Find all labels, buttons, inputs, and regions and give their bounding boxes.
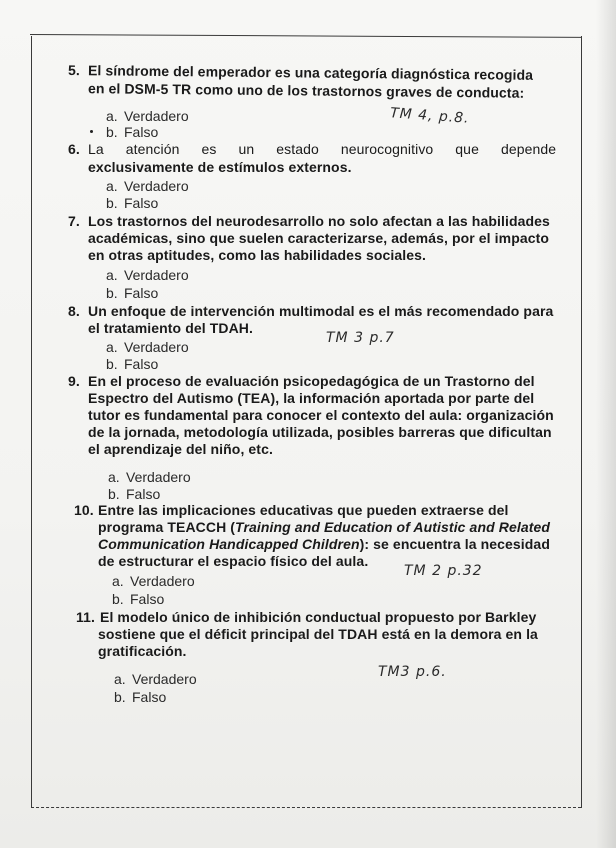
option-b[interactable] [106,285,158,302]
option-b[interactable] [106,356,158,373]
question-text-line: programa TEACCH ( [98,519,236,535]
question-number: 9. [68,373,80,389]
question-text-line: ): se encuentra la necesidad [359,536,550,552]
option-letter: a. [106,178,118,194]
question-text-line: El modelo único de inhibición conductual propuesto por Barkley [100,609,537,625]
option-text: Verdadero [124,267,189,283]
page-border-bottom [31,807,581,808]
option-text: Verdadero [124,339,189,355]
option-b[interactable] [112,591,164,608]
question-5 [67,62,554,101]
question-text-line: en el DSM-5 TR como uno de los trastornos graves de conducta: [87,80,525,101]
option-letter: a. [108,469,120,485]
option-letter: b. [106,124,118,140]
question-text-line: de estructurar el espacio físico del aula. [98,553,369,569]
question-number: 6. [68,141,80,157]
scan-shadow [596,0,616,848]
page-border-top [30,34,582,38]
option-text: Falso [124,285,159,301]
question-text-line: Un enfoque de intervención multimodal es el más recomendado para [88,303,554,319]
option-text: Falso [124,124,159,140]
question-number: 5. [67,62,80,79]
program-name-italic: Training and Education of Autistic and Related [235,519,551,535]
question-9 [68,373,554,458]
option-letter: a. [106,108,118,124]
option-letter: b. [114,689,126,705]
question-text-line: tutor es fundamental para conocer el contexto del aula: organización [88,407,554,423]
question-text-line: La atención es un estado neurocognitivo que depende [88,141,557,157]
question-text-line: en otras aptitudes, como las habilidades sociales. [88,247,426,263]
option-b[interactable] [106,124,158,141]
handwritten-note-q8: TM 3 p.7 [326,330,395,346]
option-letter: a. [114,671,126,687]
handwritten-note-q5: TM 4, p.8. [389,105,471,127]
question-7 [68,213,554,264]
question-number: 10. [74,502,94,518]
question-11 [76,609,554,660]
option-b[interactable] [114,689,166,706]
option-letter: b. [106,285,118,301]
question-text-line: gratificación. [98,643,187,659]
handwritten-note-q11: TM3 p.6. [378,664,447,680]
question-text-line: académicas, sino que suelen caracterizarse, además, por el impacto [88,230,550,246]
bullet-mark [90,130,93,133]
program-name-italic: Communication Handicapped Children [98,536,360,552]
option-text: Verdadero [124,108,189,124]
page-border-left [31,36,32,808]
question-text-line: el tratamiento del TDAH. [88,320,253,336]
question-10 [74,502,554,570]
option-text: Falso [130,591,165,607]
question-text-line: exclusivamente de estímulos externos. [88,159,352,175]
option-a[interactable] [106,108,189,125]
question-text-line: Los trastornos del neurodesarrollo no solo afectan a las habilidades [88,213,550,229]
option-text: Falso [124,356,159,372]
question-number: 7. [68,213,80,229]
option-a[interactable] [106,178,189,195]
question-text-line: sostiene que el déficit principal del TDAH está en la demora en la [98,626,538,642]
option-letter: b. [112,591,124,607]
option-letter: b. [106,195,118,211]
question-text-line: de la jornada, metodología utilizada, posibles barreras que dificultan [88,424,552,440]
option-a[interactable] [112,573,195,590]
option-letter: b. [106,356,118,372]
option-a[interactable] [106,339,189,356]
question-text-line: Entre las implicaciones educativas que pueden extraerse del [98,502,509,518]
page-border-right [581,36,582,808]
option-b[interactable] [108,486,160,503]
option-text: Verdadero [132,671,197,687]
option-letter: a. [106,339,118,355]
question-number: 8. [68,303,80,319]
option-a[interactable] [108,469,191,486]
option-letter: b. [108,486,120,502]
option-text: Falso [132,689,167,705]
handwritten-note-q10: TM 2 p.32 [404,563,483,579]
option-text: Verdadero [130,573,195,589]
question-text-line: Espectro del Autismo (TEA), la información aportada por parte del [88,390,535,406]
option-text: Falso [126,486,161,502]
question-text-line: En el proceso de evaluación psicopedagógica de un Trastorno del [88,373,535,389]
question-6 [68,141,557,176]
question-number: 11. [76,609,95,625]
option-a[interactable] [106,267,189,284]
option-text: Verdadero [126,469,191,485]
question-text-line: el aprendizaje del niño, etc. [88,441,273,457]
option-text: Verdadero [124,178,189,194]
option-a[interactable] [114,671,197,688]
option-letter: a. [106,267,118,283]
option-text: Falso [124,195,159,211]
option-b[interactable] [106,195,158,212]
option-letter: a. [112,573,124,589]
question-8 [68,303,554,337]
question-text-line: El síndrome del emperador es una categoría diagnóstica recogida [87,62,534,83]
